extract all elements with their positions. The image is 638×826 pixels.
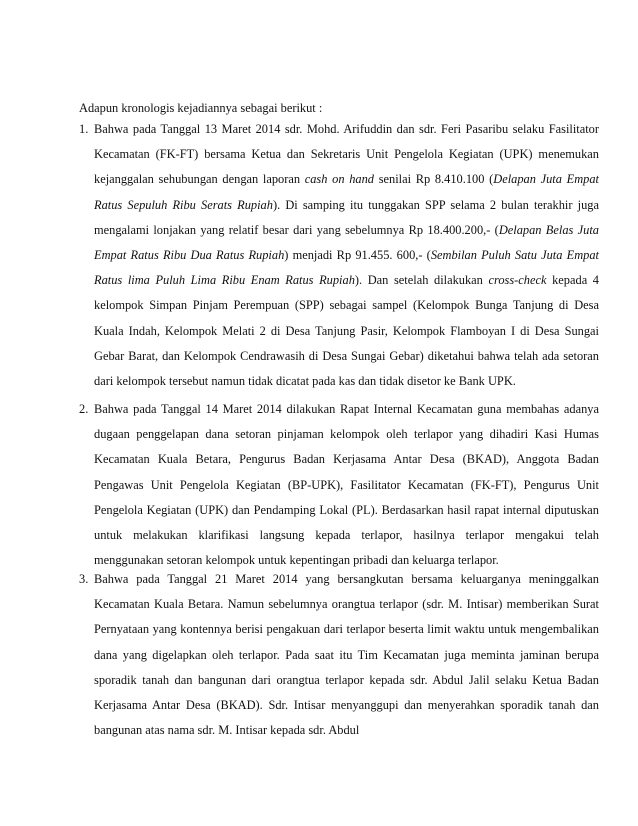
list-item-number: 2.	[79, 402, 89, 416]
list-item-3	[79, 567, 599, 743]
list-item-1	[79, 117, 599, 394]
list-item-number: 1.	[79, 122, 89, 136]
list-item-2	[79, 397, 599, 573]
list-item-text: Bahwa pada Tanggal 21 Maret 2014 yang bersangkutan bersama keluarganya meninggalkan Kecamatan Kuala Betara. Namun sebelumnya orangtua terlapor (sdr. M. Intisar) memberikan Surat Pernyataan yang kontennya berisi pengakuan dari terlapor beserta limit waktu untuk mengembalikan dana yang digelapkan oleh terlapor. Pada saat itu Tim Kecamatan juga meminta jaminan berupa sporadik tanah dan bangunan dari orangtua terlapor kepada sdr. Abdul Jalil selaku Ketua Badan Kerjasama Antar Desa (BKAD). Sdr. Intisar menyanggupi dan menyerahkan sporadik tanah dan bangunan atas nama sdr. M. Intisar kepada sdr. Abdul	[94, 572, 599, 738]
italic-term: cash on hand	[304, 172, 374, 187]
text-segment: ) menjadi Rp 91.455. 600,- (	[284, 248, 431, 263]
list-item-text: Bahwa pada Tanggal 14 Maret 2014 dilakukan Rapat Internal Kecamatan guna membahas adanya dugaan penggelapan dana setoran pinjaman kelompok oleh terlapor yang dihadiri Kasi Humas Kecamatan Kuala Betara, Pengurus Badan Kerjasama Antar Desa (BKAD), Anggota Badan Pengawas Unit Pengelola Kegiatan (BP-UPK), Fasilitator Kecamatan (FK-FT), Pengurus Unit Pengelola Kegiatan (UPK) dan Pendamping Lokal (PL). Berdasarkan hasil rapat internal diputuskan untuk melakukan klarifikasi langsung kepada terlapor, hasilnya terlapor mengakui telah menggunakan setoran kelompok untuk kepentingan pribadi dan keluarga terlapor.	[94, 402, 599, 568]
amount-in-words: Delapan Juta Empat Ratus Sepuluh Ribu Serats Rupiah	[94, 172, 599, 212]
text-segment: ). Di samping itu tunggakan SPP selama 2 bulan terakhir juga mengalami lonjakan yang relatif besar dari yang sebelumnya Rp 18.400.200,- (	[94, 197, 599, 237]
italic-term: cross-check	[488, 273, 547, 288]
amount-in-words: Delapan Belas Juta Empat Ratus Ribu Dua Ratus Rupiah	[94, 222, 599, 263]
amount-in-words: Sembilan Puluh Satu Juta Empat Ratus lima Puluh Lima Ribu Enam Ratus Rupiah	[94, 248, 599, 288]
intro-paragraph: Adapun kronologis kejadiannya sebagai berikut :	[79, 101, 323, 115]
text-segment: ). Dan setelah dilakukan	[354, 273, 489, 288]
text-segment: kepada 4 kelompok Simpan Pinjam Perempuan (SPP) sebagai sampel (Kelompok Bunga Tanjung di Desa Kuala Indah, Kelompok Melati 2 di Desa Tanjung Pasir, Kelompok Flamboyan I di Desa Sungai Gebar Barat, dan Kelompok Cendrawasih di Desa Sungai Gebar) diketahui bahwa telah ada setoran dari kelompok tersebut namun tidak dicatat pada kas dan tidak disetor ke Bank UPK.	[94, 273, 599, 389]
text-segment: senilai Rp 8.410.100 (	[374, 172, 494, 187]
list-item-text	[94, 117, 599, 394]
list-item-number: 3.	[79, 572, 89, 586]
text-segment: Bahwa pada Tanggal 13 Maret 2014 sdr. Mohd. Arifuddin dan sdr. Feri Pasaribu selaku Fasilitator Kecamatan (FK-FT) bersama Ketua dan Sekretaris Unit Pengelola Kegiatan (UPK) menemukan kejanggalan sehubungan dengan laporan	[94, 122, 599, 187]
